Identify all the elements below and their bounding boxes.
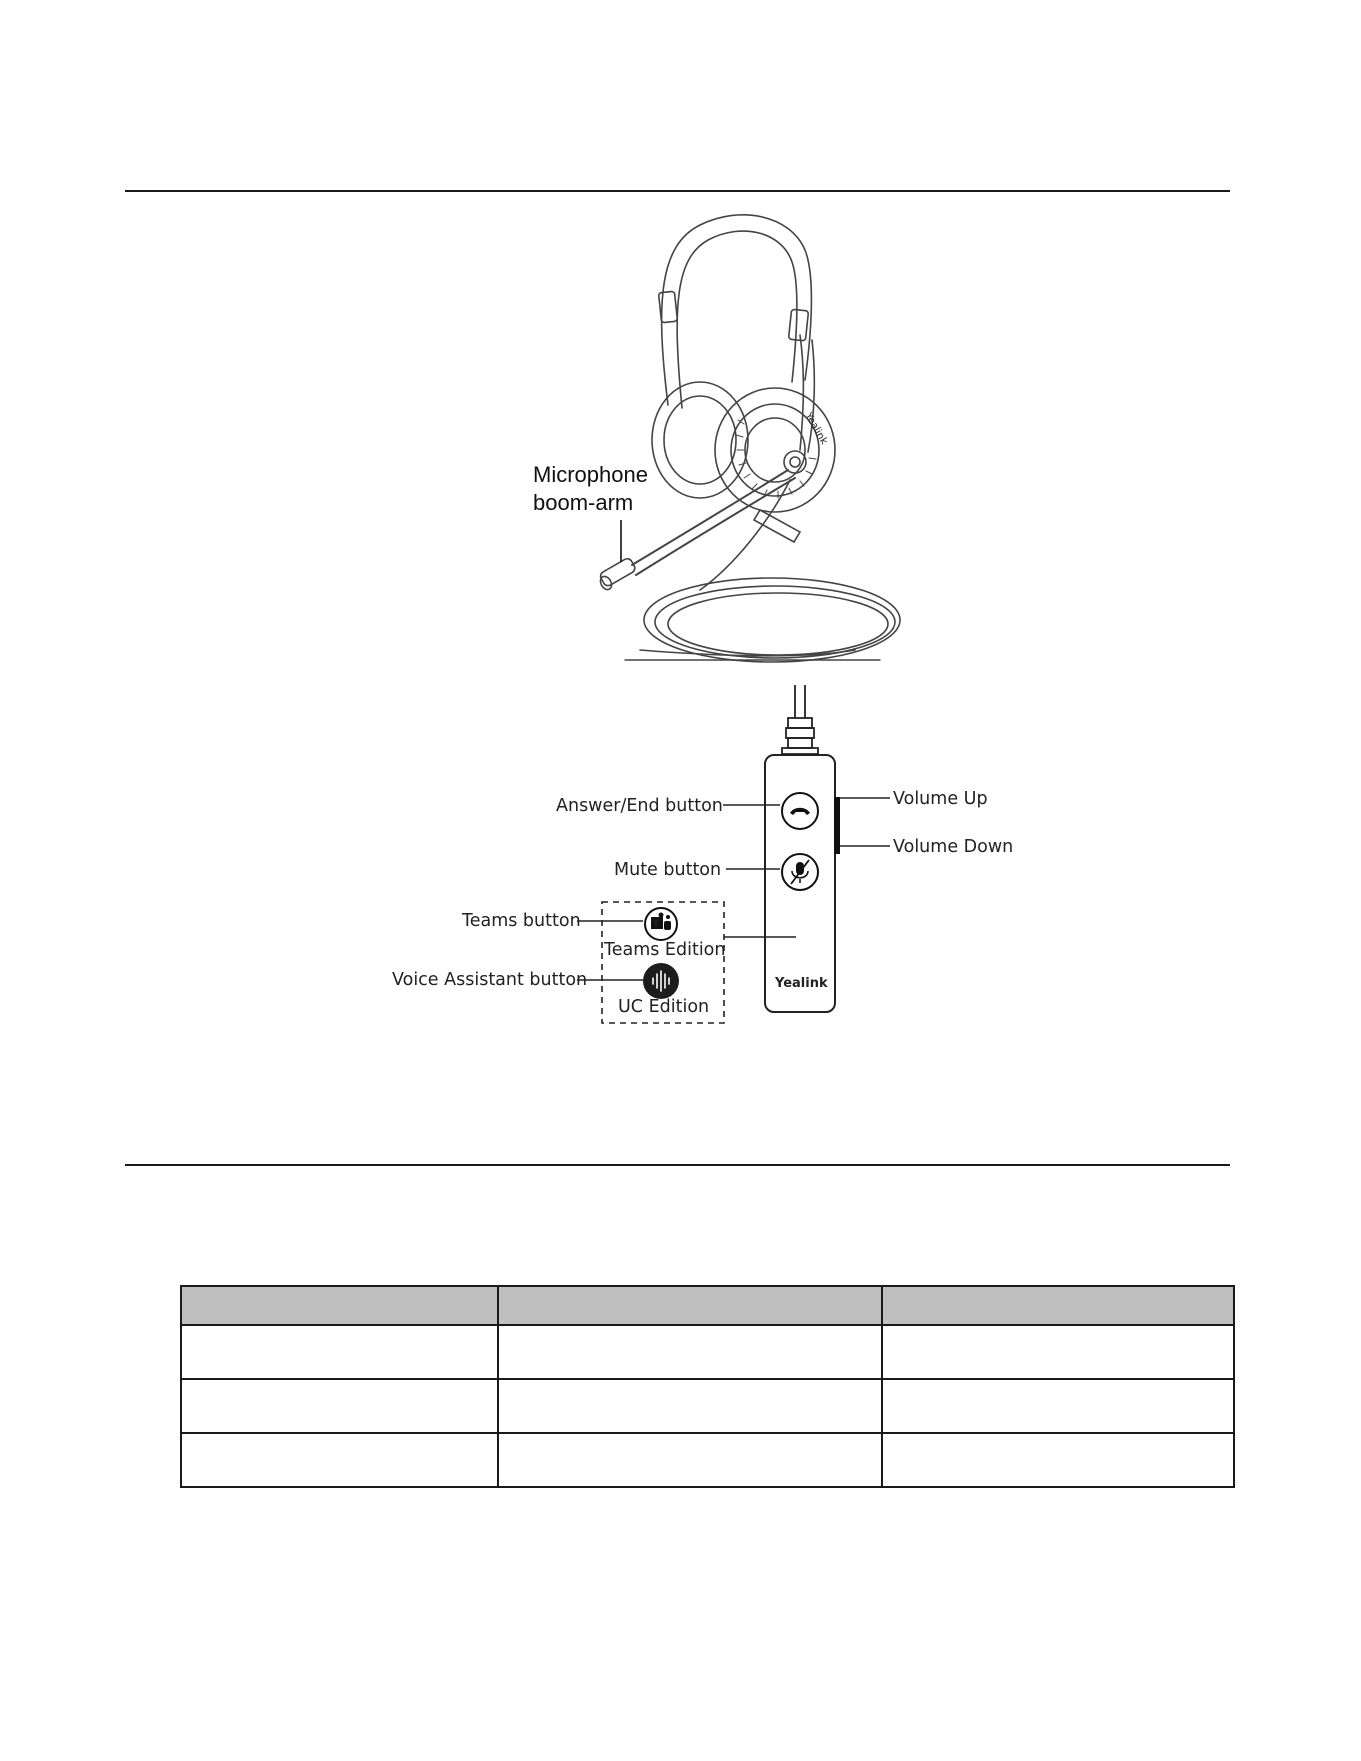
table-cell (498, 1325, 882, 1379)
table-header-row (181, 1286, 1234, 1325)
microphone-callout-line1: Microphone (533, 462, 648, 487)
table-cell (882, 1325, 1234, 1379)
volume-down-callout: Volume Down (893, 837, 1014, 857)
teams-edition-label: Teams Edition (604, 940, 726, 960)
controller-brand-mark: Yealink (775, 976, 828, 991)
volume-up-callout: Volume Up (893, 789, 988, 809)
voice-assistant-callout: Voice Assistant button (392, 970, 588, 990)
table-header-cell (498, 1286, 882, 1325)
voice-assistant-button[interactable] (643, 963, 679, 999)
table-cell (181, 1433, 498, 1487)
table-cell (882, 1433, 1234, 1487)
table-cell (181, 1379, 498, 1433)
answer-end-button[interactable] (782, 793, 818, 829)
table-header-cell (181, 1286, 498, 1325)
table-row (181, 1433, 1234, 1487)
table-cell (498, 1379, 882, 1433)
headset-brand-mark: Yealink (802, 411, 830, 447)
mute-button[interactable] (782, 854, 818, 890)
table-row (181, 1379, 1234, 1433)
table-header-cell (882, 1286, 1234, 1325)
uc-edition-label: UC Edition (618, 997, 710, 1017)
teams-button[interactable] (645, 908, 677, 940)
microphone-callout-line2: boom-arm (533, 490, 634, 515)
table-cell (181, 1325, 498, 1379)
inline-controller (765, 685, 840, 1012)
table-cell (498, 1433, 882, 1487)
teams-callout: Teams button (462, 911, 581, 931)
svg-text:T: T (653, 920, 660, 930)
table-cell (882, 1379, 1234, 1433)
table-row (181, 1325, 1234, 1379)
mute-callout: Mute button (614, 860, 722, 880)
answer-end-callout: Answer/End button (556, 796, 723, 816)
spec-table (180, 1285, 1235, 1488)
headset-illustration (598, 215, 900, 662)
section-divider-middle (125, 1164, 1230, 1166)
